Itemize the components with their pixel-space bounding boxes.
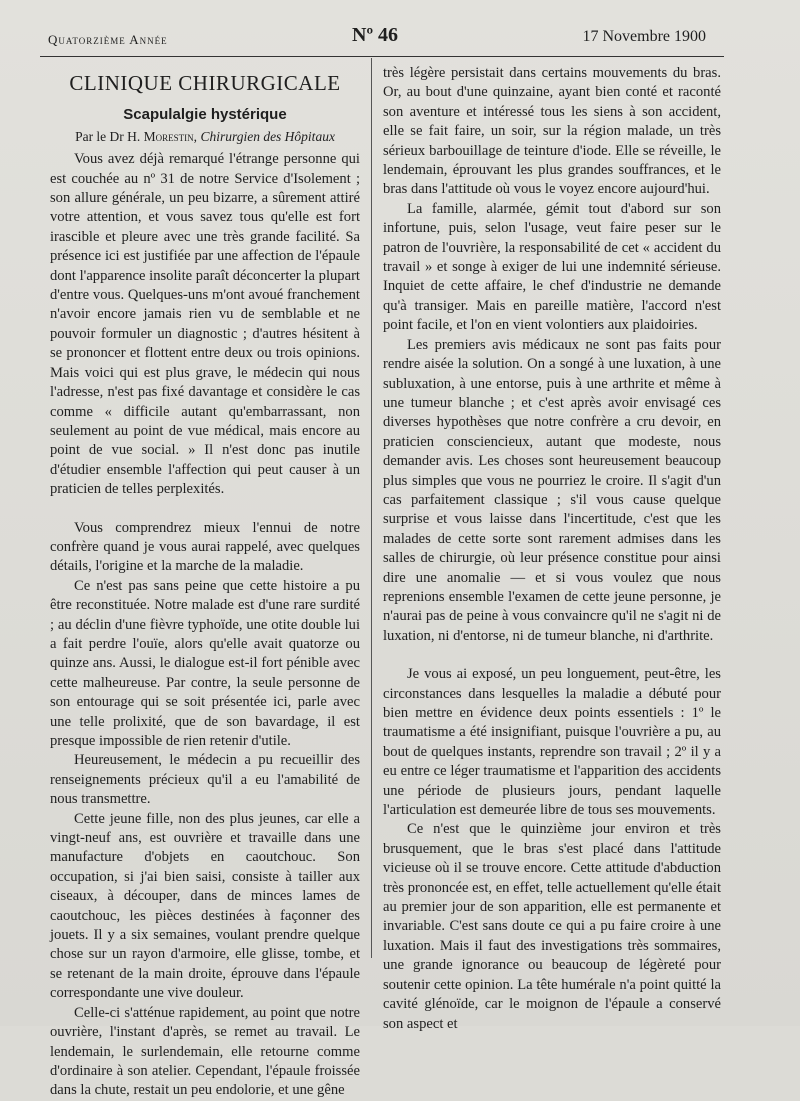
right-column <box>383 64 721 1034</box>
paragraph: Celle-ci s'atténue rapidement, au point que notre ouvrière, l'instant d'après, se remet au travail. Le lendemain, le surlendemain, elle retourne comme d'ordinaire à son atelier. Cependant, l'épaule froissée dans la chute, restait un peu endolorie, et une gêne <box>50 1004 360 1099</box>
paragraph: Ce n'est que le quinzième jour environ et très brusquement, que le bras s'est placé dans l'attitude vicieuse où il se trouve encore. Cette attitude d'abduction très prononcée est, en effet, telle actuellement qu'elle était au premier jour de son apparition, elle est permanente et invariable. C'est sans doute ce qui a pu faire croire à une luxation. Mais il faut des investigations très sommaires, une grande ignorance ou beaucoup de légèreté pour soutenir cette opinion. La tête humérale n'a point quitté la cavité glénoïde, car le moignon de l'épaule a conservé son aspect et <box>383 821 721 1032</box>
article-title: Scapulalgie hystérique <box>123 106 287 124</box>
byline-prefix: Par le Dr H. <box>75 128 141 144</box>
issue-date: 17 Novembre 1900 <box>582 28 706 45</box>
issue-number: Nº 46 <box>352 24 399 46</box>
author-role: Chirurgien des Hôpitaux <box>200 128 335 144</box>
paragraph: Heureusement, le médecin a pu recueillir des renseignements précieux qu'il a eu l'amabilité de nous transmettre. <box>50 752 360 808</box>
page-header <box>48 22 706 52</box>
section-title: CLINIQUE CHIRURGICALE <box>69 71 341 95</box>
paragraph: Je vous ai exposé, un peu longuement, peut-être, les circonstances dans lesquelles la maladie a débuté pour bien mettre en évidence deux points essentiels : 1º le traumatisme a été insignifiant, puisque l'ouvrière a pu, au bout de quelques instants, reprendre son travail ; 2º il y a eu entre ce léger traumatisme et l'apparition des accidents une période de plusieurs jours, pendant laquelle l'articulation est demeurée libre de tous ses mouvements. <box>383 666 721 819</box>
paragraph: Vous avez déjà remarqué l'étrange personne qui est couchée au nº 31 de notre Service d'Isolement ; son allure générale, un peu bizarre, a sûrement attiré votre attention, et vous savez tous qu'elle est fort irascible et pleure avec une très grande facilité. Sa présence ici est justifiée par une affection de l'épaule dont l'apparence insolite paraît déconcerter la plupart d'entre vous. Quelques-uns m'ont avoué franchement n'avoir encore jamais rien vu de semblable et ne pouvoir formuler un diagnostic ; d'autres hésitent à se prononcer et flottent entre deux ou trois opinions. Mais voici qui est plus grave, le médecin qui nous l'adresse, n'est pas fixé davantage et considère le cas comme « difficile autant qu'embarrassant, non seulement au point de vue médical, mais encore au point de vue social. » Il n'est donc pas inutile d'étudier ensemble l'affection qui peut causer à un praticien de telles perplexités. <box>50 151 360 498</box>
header-rule <box>40 56 724 57</box>
paragraph: Vous comprendrez mieux l'ennui de notre confrère quand je vous aurai rappelé, avec quelques détails, l'origine et la marche de la maladie. <box>50 519 360 575</box>
paragraph: La famille, alarmée, gémit tout d'abord sur son infortune, puis, selon l'usage, veut faire peser sur le patron de l'ouvrière, la responsabilité de cet « accident du travail » et songe à exiger de lui une indemnité sérieuse. Inquiet de cette affaire, le chef d'industrie ne demande qu'à transiger. Mais en pareille matière, l'accord n'est point facile, et l'on en vient volontiers aux plaidoiries. <box>383 200 721 334</box>
paragraph: Cette jeune fille, non des plus jeunes, car elle a vingt-neuf ans, est ouvrière et travaille dans une manufacture d'objets en caoutchouc. Son occupation, si j'ai bien saisi, consiste à tailler aux ciseaux, à découper, dans de minces lames de caoutchouc, les pièces destinées à façonner des jouets. Il y a six semaines, voulant prendre quelque chose sur un rayon d'armoire, elle glisse, tombe, et se retenant de la main droite, éprouve dans l'épaule correspondante une vive douleur. <box>50 810 360 1002</box>
author-name: Morestin, <box>143 128 198 144</box>
column-divider <box>371 58 372 958</box>
left-column <box>50 62 360 1101</box>
paragraph: Ce n'est pas sans peine que cette histoire a pu être reconstituée. Notre malade est d'une rare surdité ; au déclin d'une fièvre typhoïde, une otite double lui a fait perdre l'ouïe, alors qu'elle avait quatorze ou quinze ans. Aussi, le dialogue est-il fort pénible avec cette malheureuse. Par contre, la seule personne de son entourage qui se soit présentée ici, parle avec une telle prolixité, que de son bavardage, il est presque impossible de rien retenir d'utile. <box>50 577 360 749</box>
byline <box>50 127 360 146</box>
volume-label: Quatorzième Année <box>48 32 168 47</box>
paragraph: très légère persistait dans certains mouvements du bras. Or, au bout d'une quinzaine, ayant bien conté et raconté son aventure et intéressé tous les siens à son accident, elle se fait faire, un soir, sur la région malade, un très sérieux barbouillage de teinture d'iode. Elle se réveille, le lendemain, éprouvant les plus grandes souffrances, et le bras dans l'attitude où vous le voyez encore aujourd'hui. <box>383 65 721 198</box>
paragraph: Les premiers avis médicaux ne sont pas faits pour rendre aisée la solution. On a songé à une luxation, à une subluxation, à une entorse, puis à une arthrite et même à une tumeur blanche ; et c'est après avoir envisagé ces diverses hypothèses que notre confrère a cru devoir, en praticien consciencieux, autant que modeste, nous demander avis. Les choses sont heureusement beaucoup plus simples que vous ne pourriez le croire. Il s'agit d'un cas parfaitement classique ; s'il vous cause quelque surprise et vous laisse dans l'incertitude, c'est que les malades de cette sorte sont rarement admises dans les salles de chirurgie, où leur présence constitue pour ainsi dire une anomalie — et si vous voulez que nous reprenions ensemble l'examen de cette jeune personne, je n'aurai pas de peine à vous convaincre qu'il ne s'agit ni de luxation, ni d'entorse, ni de tumeur blanche, ni d'arthrite. <box>383 336 721 644</box>
